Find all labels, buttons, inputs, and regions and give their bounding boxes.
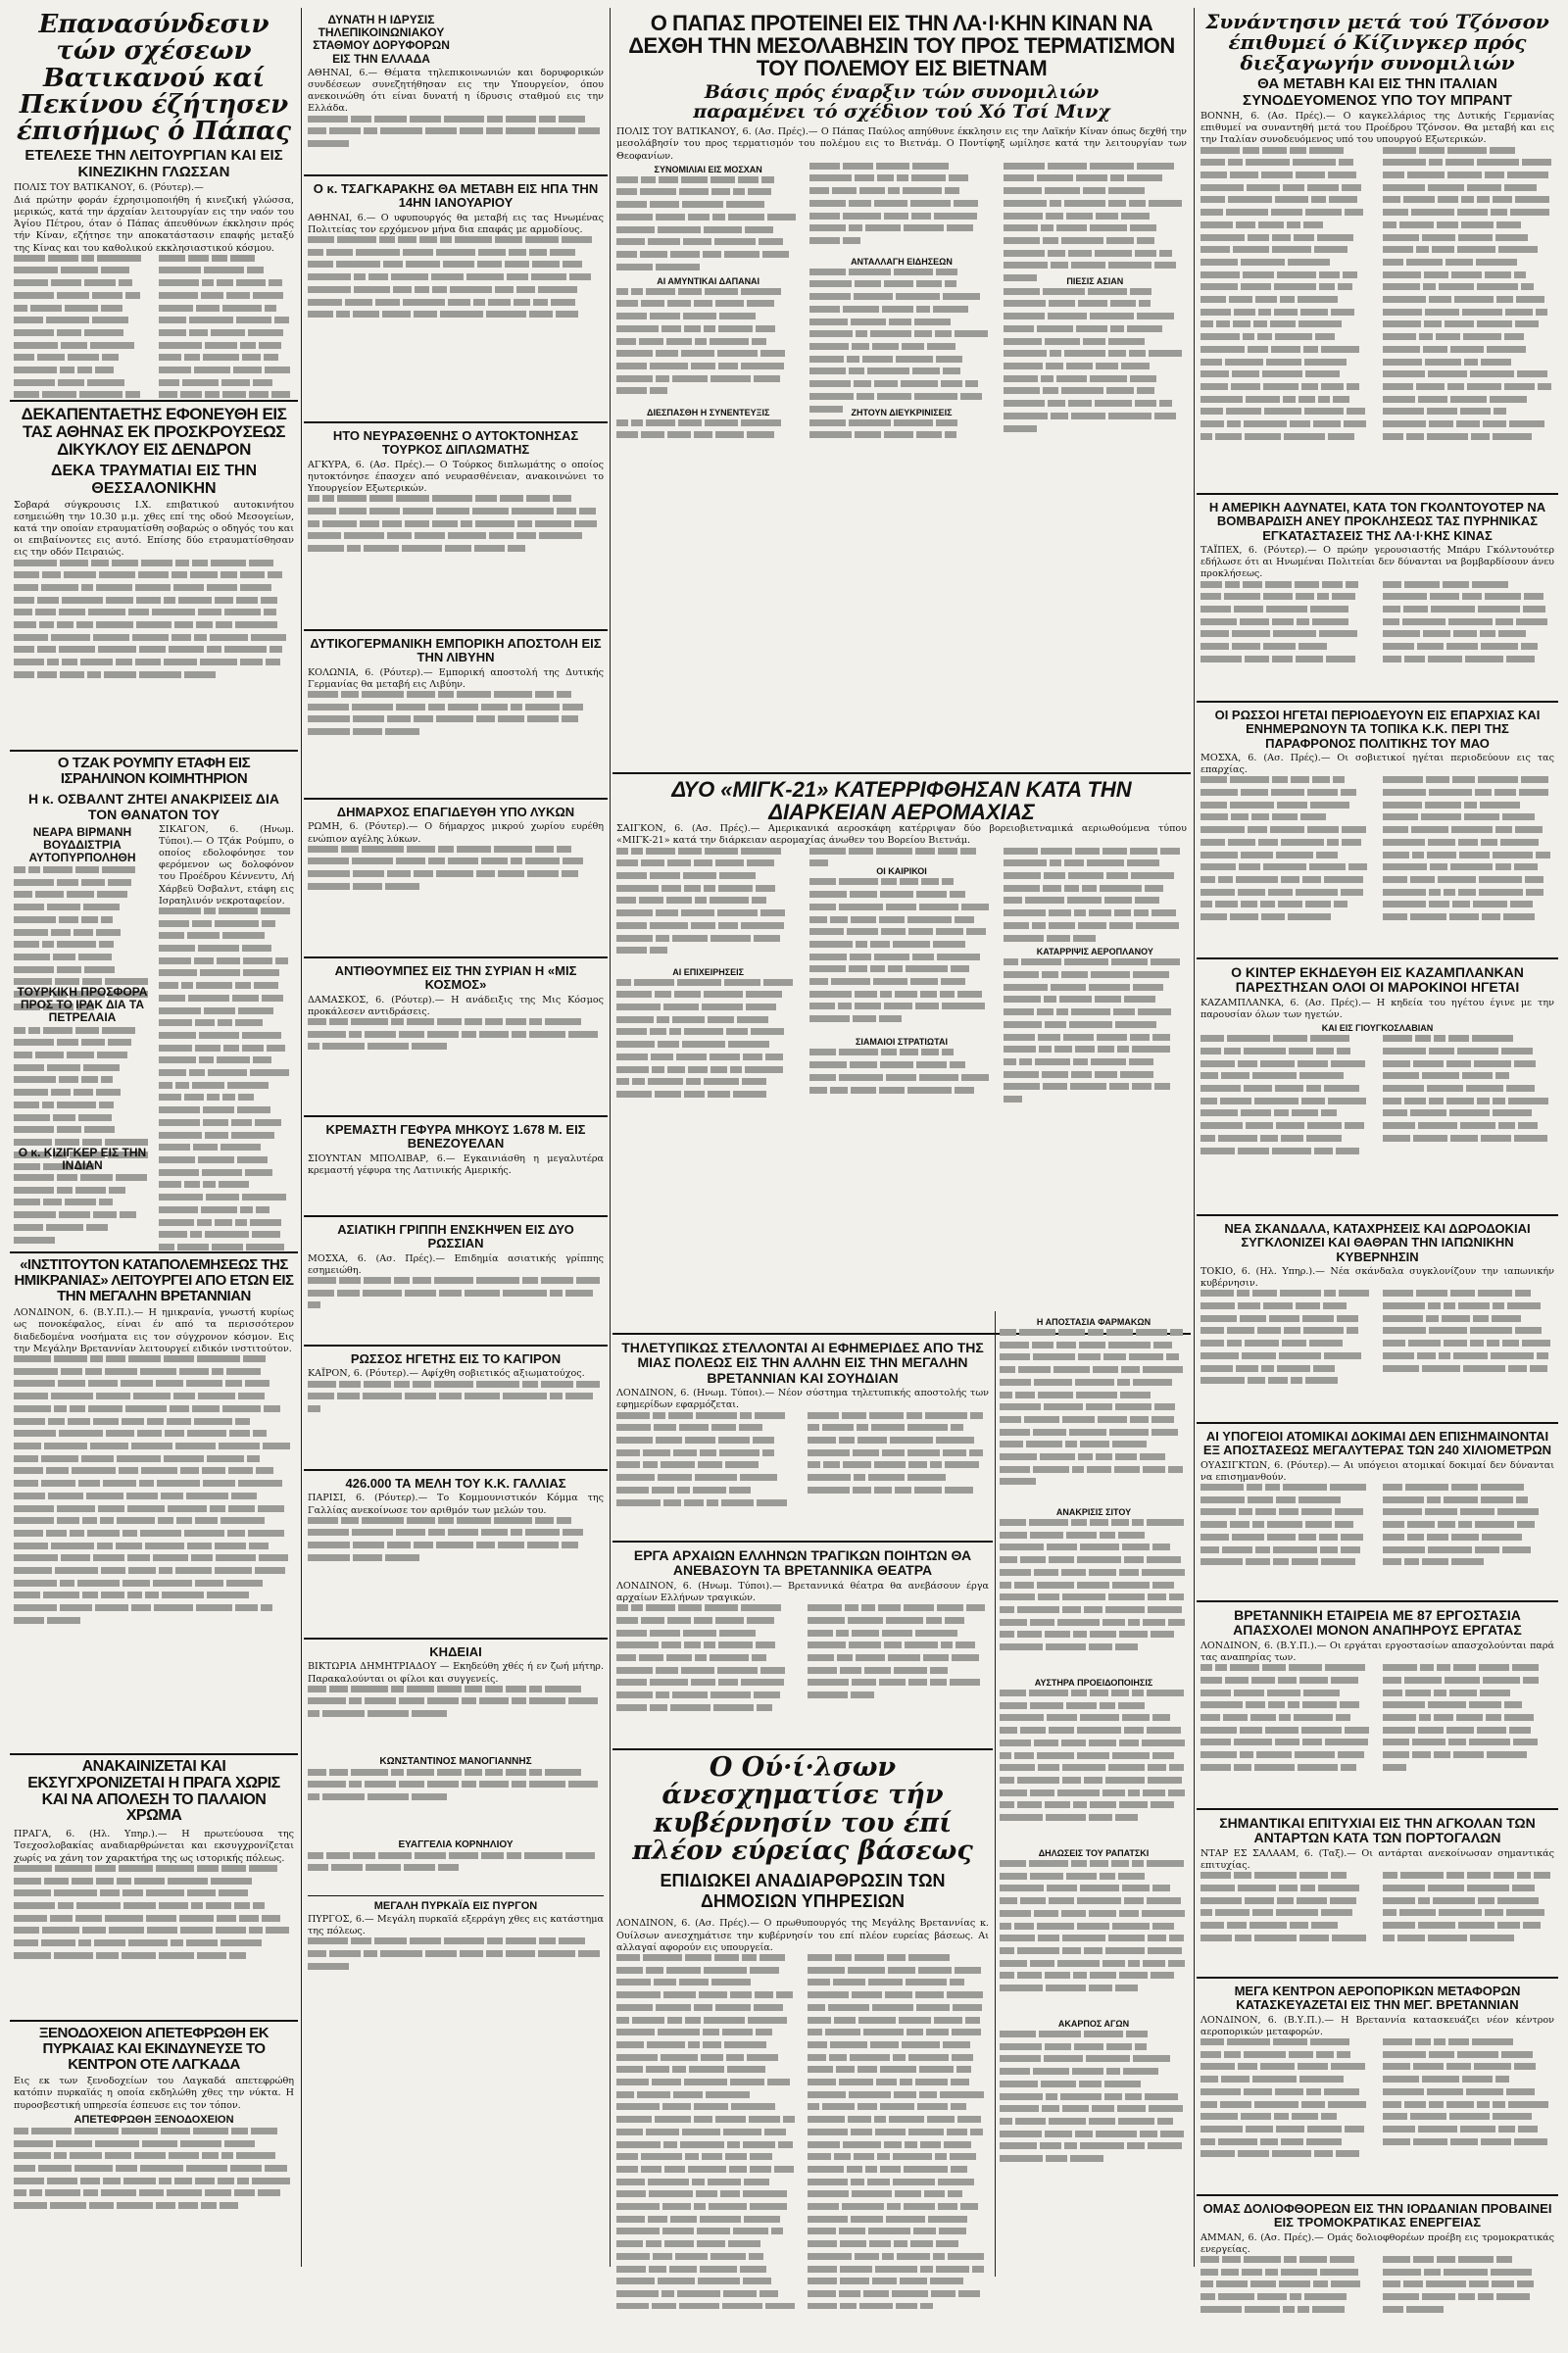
article-body: ΣΑΙΓΚΟΝ, 6. (Ασ. Πρές).— Αμερικανικά αεροσκάφη κατέρριψαν δύο βορειοβιετναμικά αεριωθούμενα τύπου «ΜΙΓΚ-21» κατά την διάρκειαν αερομαχίας άνωθεν του Βορείου Βιετνάμ. xyxy=(616,823,1187,847)
article-body: ΒΟΝΝΗ, 6. (Ασ. Πρές).— Ο καγκελλάριος της Δυτικής Γερμανίας επιθυμεί να συναντηθή μετά του Προέδρου Τζόνσον. Θα μεταβή και εις την Ιταλίαν συνοδευόμενος υπό του υπουργού Εξωτερικών. xyxy=(1200,111,1554,146)
article-body: Σοβαρά σύγκρουσις Ι.Χ. επιβατικού αυτοκινήτου εσημειώθη την 10.30 μ.μ. χθες επί της οδού Μεσογείων, κατά την οποίαν ετραυματίσθη σοβαρώς ο οδηγός του και οι επιβαίνοντες εις αυτό. Επίσης δύο ετραυματίσθησαν εις την οδόν Πειραιώς. xyxy=(14,499,294,559)
article-body: ΚΟΛΩΝΙΑ, 6. (Ρόυτερ).— Εμπορική αποστολή της Δυτικής Γερμανίας θα μεταβή εις Λιβύην. xyxy=(308,666,604,690)
body-text xyxy=(1200,776,1554,933)
funerals-section xyxy=(304,1640,608,2081)
section-subhead: ΚΑΤΑΡΡΙΨΙΣ ΑΕΡΟΠΛΑΝΟΥ xyxy=(1036,947,1153,957)
headline: ΣΗΜΑΝΤΙΚΑΙ ΕΠΙΤΥΧΙΑΙ ΕΙΣ ΤΗΝ ΑΓΚΟΛΑΝ ΤΩΝ ΑΝΤΑΡΤΩΝ ΚΑΤΑ ΤΩΝ ΠΟΡΤΟΓΑΛΩΝ xyxy=(1219,1815,1536,1846)
article-jordan xyxy=(1197,2196,1558,2353)
headline: Ο κ. ΤΣΑΓΚΑΡΑΚΗΣ ΘΑ ΜΕΤΑΒΗ ΕΙΣ ΗΠΑ ΤΗΝ 14ΗΝ ΙΑΝΟΥΑΡΙΟΥ xyxy=(313,181,599,211)
article-body: ΤΑΪΠΕΧ, 6. (Ρόυτερ).— Ο πρώην γερουσιαστής Μπάρυ Γκόλντουότερ εδήλωσε ότι αι Ηνωμέναι Πολιτείαι δεν δύνανται να βομβαρδίσουν άνευ προκλήσεως. xyxy=(1200,544,1554,580)
article-vatican-peking xyxy=(10,8,298,402)
body-text xyxy=(616,848,800,965)
section-subhead: ΑΙ ΑΜΥΝΤΙΚΑΙ ΔΑΠΑΝΑΙ xyxy=(657,275,760,286)
body-text xyxy=(308,1018,604,1087)
headline: ΚΡΕΜΑΣΤΗ ΓΕΦΥΡΑ ΜΗΚΟΥΣ 1.678 Μ. ΕΙΣ ΒΕΝΕΖΟΥΕΛΑΝ xyxy=(325,1122,586,1152)
article-body: ΚΑΖΑΜΠΛΑΝΚΑ, 6. (Ασ. Πρές).— Η κηδεία του ηγέτου έγινε με την παρουσίαν όλων των ηγετών. xyxy=(1200,997,1554,1020)
section-subhead: ΑΥΣΤΗΡΑ ΠΡΟΕΙΔΟΠΟΙΗΣΙΣ xyxy=(1034,1678,1153,1688)
subheadline: ΘΑ ΜΕΤΑΒΗ ΚΑΙ ΕΙΣ ΤΗΝ ΙΤΑΛΙΑΝ ΣΥΝΟΔΕΥΟΜΕΝΟΣ ΥΠΟ ΤΟΥ ΜΠΡΑΝΤ xyxy=(1243,75,1512,109)
headline: ΔΕΚΑΠΕΝΤΑΕΤΗΣ ΕΦΟΝΕΥΘΗ ΕΙΣ ΤΑΣ ΑΘΗΝΑΣ ΕΚ ΠΡΟΣΚΡΟΥΣΕΩΣ ΔΙΚΥΚΛΟΥ ΕΙΣ ΔΕΝΔΡΟΝ xyxy=(21,405,287,459)
article-satellite xyxy=(304,8,608,176)
body-text xyxy=(308,116,604,174)
box-headline: ΝΕΑΡΑ ΒΙΡΜΑΝΗ ΒΟΥΔΔΙΣΤΡΙΑ ΑΥΤΟΠΥΡΠΟΛΗΘΗ xyxy=(28,824,136,864)
article-ruby xyxy=(10,752,298,1253)
article-kinter-casablanca xyxy=(1197,959,1558,1216)
body-text xyxy=(308,236,604,393)
article-body: ΡΩΜΗ, 6. (Ρόυτερ).— Ο δήμαρχος μικρού χωρίου ευρέθη ενώπιον αγέλης λύκων. xyxy=(308,821,604,845)
body-text xyxy=(308,1937,604,1996)
notice-name: ΕΥΑΓΓΕΛΙΑ ΚΟΡΝΗΛΙΟΥ xyxy=(398,1838,514,1850)
article-atomic-tests xyxy=(1197,1424,1558,1602)
body-text xyxy=(14,560,294,752)
body-text xyxy=(308,1517,604,1595)
article-libya xyxy=(304,631,608,800)
article-body: ΤΟΚΙΟ, 6. (Ηλ. Υπηρ.).— Νέα σκάνδαλα συγκλονίζουν την ιαπωνικήν κυβέρνησιν. xyxy=(1200,1265,1554,1290)
box-headline: Ο κ. ΚΙΖΙΓΚΕΡ ΕΙΣ ΤΗΝ ΙΝΔΙΑΝ xyxy=(18,1145,147,1172)
headline: ΡΩΣΣΟΣ ΗΓΕΤΗΣ ΕΙΣ ΤΟ ΚΑΓΙΡΟΝ xyxy=(350,1351,562,1366)
subheadline: ΕΤΕΛΕΣΕ ΤΗΝ ΛΕΙΤΟΥΡΓΙΑΝ ΚΑΙ ΕΙΣ ΚΙΝΕΖΙΚΗΝ ΓΛΩΣΣΑΝ xyxy=(24,147,283,181)
headline: ΑΝΑΚΑΙΝΙΖΕΤΑΙ ΚΑΙ ΕΚΣΥΓΧΡΟΝΙΖΕΤΑΙ Η ΠΡΑΓΑ ΧΩΡΙΣ ΚΑΙ ΝΑ ΑΠΟΛΕΣΗ ΤΟ ΠΑΛΑΙΟΝ ΧΡΩΜΑ xyxy=(27,1758,280,1825)
section-subhead: ΔΗΛΩΣΕΙΣ ΤΟΥ ΡΑΠΑΤΣΚΙ xyxy=(1038,1848,1150,1858)
body-text xyxy=(14,1355,294,1755)
article-greek-tragedies xyxy=(612,1543,993,1750)
sidebar-column xyxy=(995,1311,1192,2277)
article-japan-scandals xyxy=(1197,1216,1558,1424)
headline: Η ΑΜΕΡΙΚΗ ΑΔΥΝΑΤΕΙ, ΚΑΤΑ ΤΟΝ ΓΚΟΛΝΤΟΥΟΤΕΡ ΝΑ ΒΟΜΒΑΡΔΙΣΗ ΑΝΕΥ ΠΡΟΚΛΗΣΕΩΣ ΤΑΣ ΠΥΡΗΝΙΚΑΣ ΕΓΚΑΤΑΣΤΑΣΕΙΣ ΤΗΣ ΛΑ·Ι·ΚΗΣ ΚΙΝΑΣ xyxy=(1208,500,1546,543)
article-body: ΚΑΪΡΟΝ, 6. (Ρόυτερ).— Αφίχθη σοβιετικός αξιωματούχος. xyxy=(308,1368,585,1380)
body-text xyxy=(616,1412,989,1520)
section-subhead: ΟΙ ΚΑΙΡΙΚΟΙ xyxy=(876,866,927,877)
body-text xyxy=(14,866,151,984)
column-2 xyxy=(304,8,608,2081)
body-text xyxy=(1200,581,1554,679)
section-subhead: ΑΚΑΡΠΟΣ ΑΓΩΝ xyxy=(1057,2019,1130,2029)
column-divider xyxy=(610,8,611,2267)
subheadline: ΕΠΙΔΙΩΚΕΙ ΑΝΑΔΙΑΡΘΡΩΣΙΝ ΤΩΝ ΔΗΜΟΣΙΩΝ ΥΠΗΡΕΣΙΩΝ xyxy=(660,1871,946,1912)
body-text xyxy=(308,1852,604,1891)
box-headline: ΤΟΥΡΚΙΚΗ ΠΡΟΣΦΟΡΑ ΠΡΟΣ ΤΟ ΙΡΑΚ ΔΙΑ ΤΑ ΠΕΤΡΕΛΑΙΑ xyxy=(17,985,148,1025)
headline: ΑΣΙΑΤΙΚΗ ΓΡΙΠΠΗ ΕΝΣΚΗΨΕΝ ΕΙΣ ΔΥΟ ΡΩΣΣΙΑΝ xyxy=(337,1222,574,1251)
article-body: ΛΟΝΔΙΝΟΝ, 6. (Β.Υ.Π.).— Οι εργάται εργοστασίων απασχολούνται παρά τας αναπηρίας των. xyxy=(1200,1640,1554,1663)
headline: ΟΜΑΣ ΔΟΛΙΟΦΘΟΡΕΩΝ ΕΙΣ ΤΗΝ ΙΟΡΔΑΝΙΑΝ ΠΡΟΒΑΙΝΕΙ ΕΙΣ ΤΡΟΜΟΚΡΑΤΙΚΑΣ ΕΝΕΡΓΕΙΑΣ xyxy=(1202,2201,1552,2230)
body-text xyxy=(308,495,604,613)
headline: ΗΤΟ ΝΕΥΡΑΣΘΕΝΗΣ Ο ΑΥΤΟΚΤΟΝΗΣΑΣ ΤΟΥΡΚΟΣ ΔΙΠΛΩΜΑΤΗΣ xyxy=(332,428,579,458)
body-text xyxy=(1200,1484,1554,1572)
article-kiesinger xyxy=(1197,8,1558,495)
article-miss-world xyxy=(304,958,608,1117)
article-body: ΑΓΚΥΡΑ, 6. (Ασ. Πρές).— Ο Τούρκος διπλωμάτης ο οποίος ηυτοκτόνησε έπασχεν από νευρασθένειαν, ανακοινώνει το Υπουργείον Εξωτερικών. xyxy=(308,459,604,494)
headline: ΔΥΝΑΤΗ Η ΙΔΡΥΣΙΣ ΤΗΛΕΠΙΚΟΙΝΩΝΙΑΚΟΥ ΣΤΑΘΜΟΥ ΔΟΡΥΦΟΡΩΝ ΕΙΣ ΤΗΝ ΕΛΛΑΔΑ xyxy=(313,13,450,66)
section-subhead: ΑΠΕΤΕΦΡΩΘΗ ΞΕΝΟΔΟΧΕΙΟΝ xyxy=(74,2113,234,2126)
notice-name: ΚΩΝΣΤΑΝΤΙΝΟΣ ΜΑΝΟΓΙΑΝΝΗΣ xyxy=(379,1755,532,1767)
article-mig21 xyxy=(612,774,1191,1335)
article-migraine xyxy=(10,1253,298,1755)
column-3 xyxy=(612,8,1191,2309)
headline: Ο Ού·ί·λσων άνεσχηματίσε τήν κυβέρνησίν του έπί πλέον εύρείας βάσεως xyxy=(632,1752,973,1867)
article-body: ΛΟΝΔΙΝΟΝ, 6. (Ηνωμ. Τύποι).— Βρεταννικά θέατρα θα ανεβάσουν έργα αρχαίων Ελλήνων τραγικών. xyxy=(616,1580,989,1603)
section-subhead: Η ΑΠΟΣΤΑΣΙΑ ΦΑΡΜΑΚΩΝ xyxy=(1036,1317,1152,1327)
section-subhead: ΑΙ ΕΠΙΧΕΙΡΗΣΕΙΣ xyxy=(672,966,745,977)
section-subhead: ΑΝΑΚΡΙΣΙΣ ΣΙΤΟΥ xyxy=(1055,1507,1132,1517)
italic-subheadline: Βάσις πρός έναρξιν τών συνομιλιών παραμένει τό σχέδιον τού Χό Τσί Μινχ xyxy=(693,81,1110,123)
article-disabled-workers xyxy=(1197,1602,1558,1810)
divider xyxy=(308,1895,604,1896)
headline: Ο ΤΖΑΚ ΡΟΥΜΠΥ ΕΤΑΦΗ ΕΙΣ ΙΣΡΑΗΛΙΝΟΝ ΚΟΙΜΗΤΗΡΙΟΝ xyxy=(57,755,251,787)
dateline: ΠΟΛΙΣ ΤΟΥ ΒΑΤΙΚΑΝΟΥ, 6. (Ρόυτερ).— xyxy=(14,182,204,194)
article-air-transport xyxy=(1197,1979,1558,2196)
headline: ΞΕΝΟΔΟΧΕΙΟΝ ΑΠΕΤΕΦΡΩΘΗ ΕΚ ΠΥΡΚΑΙΑΣ ΚΑΙ ΕΚΙΝΔΥΝΕΥΣΕ ΤΟ ΚΕΝΤΡΟΝ ΟΤΕ ΛΑΓΚΑΔΑ xyxy=(38,2025,270,2073)
headline: ΒΡΕΤΑΝΝΙΚΗ ΕΤΑΙΡΕΙΑ ΜΕ 87 ΕΡΓΟΣΤΑΣΙΑ ΑΠΑΣΧΟΛΕΙ ΜΟΝΟΝ ΑΝΑΠΗΡΟΥΣ ΕΡΓΑΤΑΣ xyxy=(1233,1607,1522,1639)
article-cairo xyxy=(304,1347,608,1471)
article-body: ΣΙΚΑΓΟΝ, 6. (Ηνωμ. Τύποι).— Ο Τζάκ Ρούμπυ, ο οποίος εδολοφόνησε τον φερόμενον ως δολοφόνον του Προέδρου Κέννεντυ, Λή Χάρβεϋ Όσβαλντ, ετάφη εις Ισραηλινόν νεκροταφείον. xyxy=(159,823,294,907)
section-subhead: ΣΥΝΟΜΙΛΙΑΙ ΕΙΣ ΜΟΣΧΑΝ xyxy=(654,164,762,174)
body-text xyxy=(1200,2256,1554,2325)
headline: Ο ΚΙΝΤΕΡ ΕΚΗΔΕΥΘΗ ΕΙΣ ΚΑΖΑΜΠΛΑΝΚΑΝ ΠΑΡΕΣΤΗΣΑΝ ΟΛΟΙ ΟΙ ΜΑΡΟΚΙΝΟΙ ΗΓΕΤΑΙ xyxy=(1231,964,1524,996)
article-french-cp xyxy=(304,1471,608,1640)
subheadline: ΔΕΚΑ ΤΡΑΥΜΑΤΙΑΙ ΕΙΣ ΤΗΝ ΘΕΣΣΑΛΟΝΙΚΗΝ xyxy=(50,462,258,497)
headline: «ΙΝΣΤΙΤΟΥΤΟΝ ΚΑΤΑΠΟΛΕΜΗΣΕΩΣ ΤΗΣ ΗΜΙΚΡΑΝΙΑΣ» ΛΕΙΤΟΥΡΓΕΙ ΑΠΟ ΕΤΩΝ ΕΙΣ ΤΗΝ ΜΕΓΑΛΗΝ ΒΡΕΤΑΝΝΙΑΝ xyxy=(14,1256,294,1304)
article-body: ΛΟΝΔΙΝΟΝ, 6. (Ασ. Πρές).— Ο πρωθυπουργός της Μεγάλης Βρεταννίας κ. Ουίλσων ανεσχημάτισε την κυβέρνησίν του επί πλέον ευρείας βάσεως. Αι αλλαγαί αφορούν εις υπουργεία. xyxy=(616,1918,989,1953)
body-text xyxy=(1000,2031,1188,2168)
body-text xyxy=(616,1604,989,1722)
article-teletype xyxy=(612,1335,993,1543)
subheadline: Η κ. ΟΣΒΑΛΝΤ ΖΗΤΕΙ ΑΝΑΚΡΙΣΕΙΣ ΔΙΑ ΤΟΝ ΘΑΝΑΤΟΝ ΤΟΥ xyxy=(28,790,279,822)
article-body: ΛΟΝΔΙΝΟΝ, 6. (Β.Υ.Π.).— Η ημικρανία, γνωστή κυρίως ως πονοκέφαλος, είναι έν από τα περισσότερον διαδεδομένα νοσήματα εις τον σύγχρονον κόσμον. Εις την Μεγάλην Βρεταννίαν λειτουργεί ειδικόν ινστιτούτον. xyxy=(14,1307,294,1354)
body-text xyxy=(1000,1519,1188,1676)
section-subhead: ΠΙΕΣΙΣ ΑΣΙΑΝ xyxy=(1066,275,1124,286)
body-text xyxy=(308,846,604,924)
body-text xyxy=(14,1027,151,1145)
article-turkish-diplomat xyxy=(304,423,608,631)
article-body: ΜΟΣΧΑ, 6. (Ασ. Πρές).— Επιδημία ασιατικής γρίππης εσημειώθη. xyxy=(308,1252,604,1276)
body-text xyxy=(1200,1664,1554,1782)
body-text xyxy=(14,2128,294,2275)
body-text xyxy=(809,269,993,406)
body-text xyxy=(616,176,800,274)
headline: ΤΗΛΕΤΥΠΙΚΩΣ ΣΤΕΛΛΟΝΤΑΙ ΑΙ ΕΦΗΜΕΡΙΔΕΣ ΑΠΟ ΤΗΣ ΜΙΑΣ ΠΟΛΕΩΣ ΕΙΣ ΤΗΝ ΑΛΛΗΝ ΕΙΣ ΤΗΝ ΜΕΓΑΛΗΝ ΒΡΕΤΑΝΝΙΑΝ ΚΑΙ ΣΟΥΗΔΙΑΝ xyxy=(621,1340,984,1386)
article-body: ΟΥΑΣΙΓΚΤΩΝ, 6. (Ρόυτερ).— Αι υπόγειοι ατομικαί δοκιμαί δεν δύνανται να επισημανθούν. xyxy=(1200,1459,1554,1483)
body-text xyxy=(308,1686,604,1754)
article-body: ΛΟΝΔΙΝΟΝ, 6. (Β.Υ.Π.).— Η Βρεταννία κατασκευάζει νέον κέντρον αεροπορικών μεταφορών. xyxy=(1200,2014,1554,2037)
section-subhead: ΔΙΕΣΠΑΣΘΗ Η ΣΥΝΕΝΤΕΥΞΙΣ xyxy=(646,407,770,417)
article-body: ΑΜΜΑΝ, 6. (Ασ. Πρές).— Ομάς δολιοφθορέων προέβη εις τρομοκρατικάς ενεργείας. xyxy=(1200,2231,1554,2255)
body-text xyxy=(1200,1035,1554,1162)
headline: ΑΝΤΙΘΟΥΜΠΕΣ ΕΙΣ ΤΗΝ ΣΥΡΙΑΝ Η «ΜΙΣ ΚΟΣΜΟΣ» xyxy=(334,963,577,993)
section-subhead: ΣΙΑΜΑΙΟΙ ΣΤΡΑΤΙΩΤΑΙ xyxy=(856,1037,948,1048)
body-text xyxy=(1200,147,1554,451)
newspaper-page xyxy=(10,8,1558,2267)
body-text xyxy=(14,1865,294,2022)
headline: ΟΙ ΡΩΣΣΟΙ ΗΓΕΤΑΙ ΠΕΡΙΟΔΕΥΟΥΝ ΕΙΣ ΕΠΑΡΧΙΑΣ ΚΑΙ ΕΝΗΜΕΡΩΝΟΥΝ ΤΑ ΤΟΠΙΚΑ Κ.Κ. ΠΕΡΙ ΤΗΣ ΠΑΡΑΦΡΟΝΟΣ ΠΟΛΙΤΙΚΗΣ ΤΟΥ ΜΑΟ xyxy=(1214,708,1541,751)
body-text xyxy=(616,1954,989,2309)
article-prague xyxy=(10,1755,298,2022)
article-body: ΛΟΝΔΙΝΟΝ, 6. (Ηνωμ. Τύποι).— Νέον σύστημα τηλετυπικής αποστολής των εφημερίδων εφαρμόζεται. xyxy=(616,1388,989,1411)
article-body: ΔΑΜΑΣΚΟΣ, 6. (Ρόυτερ).— Η ανάδειξις της Μις Κόσμος προκάλεσεν αντιδράσεις. xyxy=(308,994,604,1017)
headline: ΔΗΜΑΡΧΟΣ ΕΠΑΓΙΔΕΥΘΗ ΥΠΟ ΛΥΚΩΝ xyxy=(336,805,575,819)
article-russian-leaders xyxy=(1197,703,1558,959)
headline: Επανασύνδεσιν τών σχέσεων Βατικανού καί Πεκίνου έζήτησεν έπισήμως ό Πάπας xyxy=(17,10,291,147)
headline: ΜΕΓΑ ΚΕΝΤΡΟΝ ΑΕΡΟΠΟΡΙΚΩΝ ΜΕΤΑΦΟΡΩΝ ΚΑΤΑΣΚΕΥΑΖΕΤΑΙ ΕΙΣ ΤΗΝ ΜΕΓ. ΒΡΕΤΑΝΝΙΑΝ xyxy=(1234,1984,1521,2013)
headline: 426.000 ΤΑ ΜΕΛΗ ΤΟΥ Κ.Κ. ΓΑΛΛΙΑΣ xyxy=(345,1476,566,1491)
article-body: ΑΘΗΝΑΙ, 6.— Ο υφυπουργός θα μεταβή εις τας Ηνωμένας Πολιτείας τον ερχόμενον μήνα δια επαφάς με αρμοδίους. xyxy=(308,212,604,235)
article-body: ΑΘΗΝΑΙ, 6.— Θέματα τηλεπικοινωνιών και δορυφορικών συνδέσεων συνεζητήθησαν εις την Υπουργείον, όπου ανεκοινώθη ότι είναι δυνατή η ίδρυσις σταθμού εις την Ελλάδα. xyxy=(308,67,604,115)
section-subhead: ΖΗΤΟΥΝ ΔΙΕΥΚΡΙΝΙΣΕΙΣ xyxy=(851,407,953,417)
article-athens-accident xyxy=(10,402,298,752)
body-text xyxy=(308,1277,604,1326)
column-1 xyxy=(10,8,298,2296)
headline: ΕΡΓΑ ΑΡΧΑΙΩΝ ΕΛΛΗΝΩΝ ΤΡΑΓΙΚΩΝ ΠΟΙΗΤΩΝ ΘΑ ΑΝΕΒΑΣΟΥΝ ΤΑ ΒΡΕΤΑΝΝΙΚΑ ΘΕΑΤΡΑ xyxy=(633,1547,972,1579)
body-text xyxy=(14,1174,151,1233)
column-4 xyxy=(1197,8,1558,2353)
headline: ΜΕΓΑΛΗ ΠΥΡΚΑΪΑ ΕΙΣ ΠΥΡΓΟΝ xyxy=(373,1899,538,1912)
body-text xyxy=(1004,288,1187,425)
body-text xyxy=(1000,1690,1188,1846)
section-title: ΚΗΔΕΙΑΙ xyxy=(429,1644,482,1659)
body-text xyxy=(1004,958,1187,1105)
body-text xyxy=(308,1769,604,1838)
section-subhead: ΚΑΙ ΕΙΣ ΓΙΟΥΓΚΟΣΛΑΒΙΑΝ xyxy=(1321,1023,1434,1034)
body-text xyxy=(14,255,294,402)
headline: ΑΙ ΥΠΟΓΕΙΟΙ ΑΤΟΜΙΚΑΙ ΔΟΚΙΜΑΙ ΔΕΝ ΕΠΙΣΗΜΑΙΝΟΝΤΑΙ ΕΞ ΑΠΟΣΤΑΣΕΩΣ ΜΕΓΑΛΥΤΕΡΑΣ ΤΩΝ 240 ΧΙΛΙΟΜΕΤΡΩΝ xyxy=(1202,1429,1552,1458)
body-text xyxy=(1000,1329,1188,1505)
body-text xyxy=(159,907,294,1241)
article-hotel-fire xyxy=(10,2022,298,2296)
body-text xyxy=(308,1381,604,1430)
article-body: ΝΤΑΡ ΕΣ ΣΑΛΑΑΜ, 6. (Ταξ).— Οι αντάρται ανεκοίνωσαν σημαντικάς επιτυχίας. xyxy=(1200,1847,1554,1871)
headline: ΝΕΑ ΣΚΑΝΔΑΛΑ, ΚΑΤΑΧΡΗΣΕΙΣ ΚΑΙ ΔΩΡΟΔΟΚΙΑΙ ΣΥΓΚΛΟΝΙΖΕΙ ΚΑΙ ΘΑΘΡΑΝ ΤΗΝ ΙΑΠΩΝΙΚΗΝ ΚΥΒΕΡΝΗΣΙΝ xyxy=(1224,1221,1531,1264)
article-body: ΠΟΛΙΣ ΤΟΥ ΒΑΤΙΚΑΝΟΥ, 6. (Ασ. Πρές).— Ο Πάπας Παύλος απηύθυνε έκκλησιν εις την Λαϊκήν Κίναν όπως δεχθή την μεσολάβησίν του προς τερματισμόν του πολέμου εις το Βιετνάμ. Ο Ποντίφηξ ωμίλησε κατά την λειτουργίαν των Θεοφανίων. xyxy=(616,126,1187,162)
body-text xyxy=(1200,2038,1554,2166)
article-body: ΠΥΡΓΟΣ, 6.— Μεγάλη πυρκαϊά εξερράγη χθες εις κατάστημα της πόλεως. xyxy=(308,1913,604,1936)
headline: ΔΥΤΙΚΟΓΕΡΜΑΝΙΚΗ ΕΜΠΟΡΙΚΗ ΑΠΟΣΤΟΛΗ ΕΙΣ ΤΗΝ ΛΙΒΥΗΝ xyxy=(310,636,602,665)
article-flu xyxy=(304,1217,608,1347)
article-body: ΠΑΡΙΣΙ, 6. (Ρόυτερ).— Το Κομμουνιστικόν Κόμμα της Γαλλίας ανεκοίνωσε τον αριθμόν των μελών του. xyxy=(308,1493,604,1516)
article-tsagarakis xyxy=(304,176,608,423)
body-text xyxy=(308,691,604,769)
column-divider xyxy=(301,8,302,2267)
article-body: Διά πρώτην φοράν έχρησιμοποιήθη ή κινεζική γλώσσα, μερικώς, κατά την άρχαίαν λειτουργίαν εις την ναόν του Άγίου Πέτρου, όταν ό Πάπας άπευθύνων έκκλησιν πρός τήν Κίναν, εζήτησε την αποκατάστασιν επαφής μεταξύ της Κίνας και του καθολικού εκκλησιαστικού κόσμου. xyxy=(14,194,294,254)
body-text xyxy=(1000,1860,1188,2017)
body-text xyxy=(1200,1872,1554,1950)
article-mayor-wolves xyxy=(304,800,608,958)
headline: ΔΥΟ «ΜΙΓΚ-21» ΚΑΤΕΡΡΙΦΘΗΣΑΝ ΚΑΤΑ ΤΗΝ ΔΙΑΡΚΕΙΑΝ ΑΕΡΟΜΑΧΙΑΣ xyxy=(671,777,1132,825)
article-goldwater xyxy=(1197,495,1558,703)
section-subhead: ΑΝΤΑΛΛΑΓΗ ΕΙΔΗΣΕΩΝ xyxy=(851,256,953,267)
column-divider xyxy=(1194,8,1195,2267)
article-body: ΜΟΣΧΑ, 6. (Ασ. Πρές).— Οι σοβιετικοί ηγέται περιοδεύουν εις τας επαρχίας. xyxy=(1200,752,1554,776)
body-text xyxy=(1200,1290,1554,1397)
article-wilson xyxy=(612,1750,993,2309)
article-body: Εις εκ των ξενοδοχείων του Λαγκαδά απετεφρώθη κατόπιν πυρκαϊάς η οποία εκδηλώθη χθες την νύκτα. Η πυροσβεστική υπηρεσία έσπευσε εις τον τόπον. xyxy=(14,2076,294,2111)
headline: Συνάντησιν μετά τού Τζόνσον έπιθυμεί ό Κίζινγκερ πρός διεξαγωγήν συνομιλιών xyxy=(1205,10,1549,74)
headline: Ο ΠΑΠΑΣ ΠΡΟΤΕΙΝΕΙ ΕΙΣ ΤΗΝ ΛΑ·Ι·ΚΗΝ ΚΙΝΑΝ ΝΑ ΔΕΧΘΗ ΤΗΝ ΜΕΣΟΛΑΒΗΣΙΝ ΤΟΥ ΠΡΟΣ ΤΕΡΜΑΤΙΣΜΟΝ ΤΟΥ ΠΟΛΕΜΟΥ ΕΙΣ ΒΙΕΤΝΑΜ xyxy=(628,11,1175,81)
article-body: ΣΙΟΥΝΤΑΝ ΜΠΟΛΙΒΑΡ, 6.— Εγκαινιάσθη η μεγαλυτέρα κρεμαστή γέφυρα της Λατινικής Αμερικής. xyxy=(308,1152,604,1176)
article-body: ΠΡΑΓΑ, 6. (Ηλ. Υπηρ.).— Η πρωτεύουσα της Τσεχοσλοβακίας αναδιαρθρώνεται και εκσυγχρονίζεται χωρίς να χάνη τον χαρακτήρα της ως ιστορικής πόλεως. xyxy=(14,1829,294,1864)
body-text xyxy=(616,288,800,406)
notice-body: ΒΙΚΤΩΡΙΑ ΔΗΜΗΤΡΙΑΔΟΥ — Εκηδεύθη χθές ή εν ζωή μήτηρ. Παρακαλούνται οι φίλοι και συγγενείς. xyxy=(308,1661,604,1685)
body-text xyxy=(809,878,993,1035)
article-bridge xyxy=(304,1117,608,1217)
article-pope-vietnam xyxy=(612,8,1191,774)
article-angola xyxy=(1197,1810,1558,1979)
